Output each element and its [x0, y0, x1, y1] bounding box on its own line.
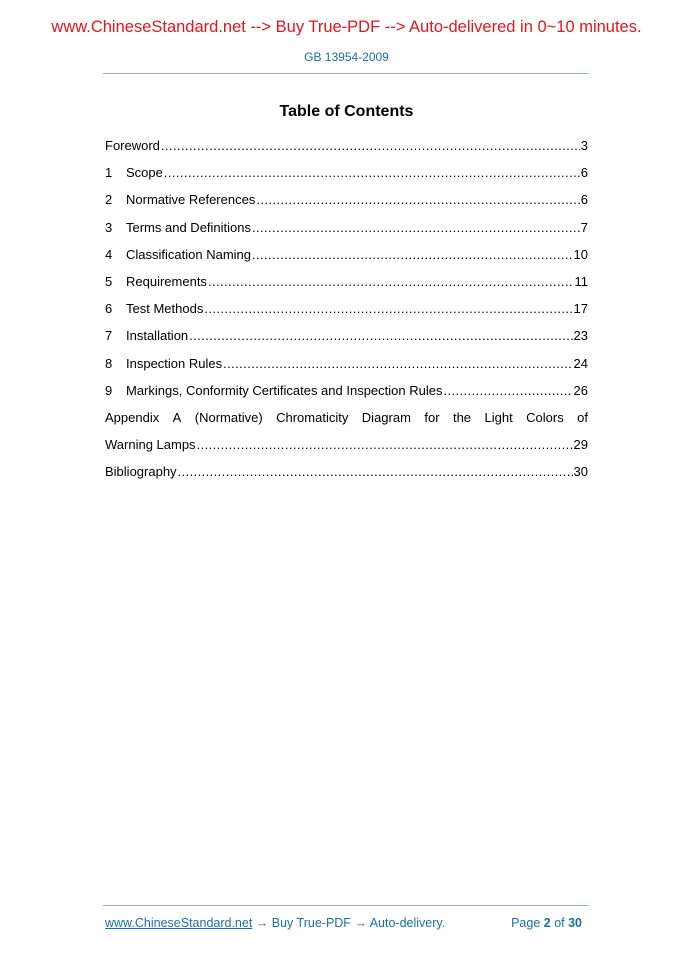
toc-leader-dots [189, 326, 572, 345]
toc-entry-page: 17 [573, 301, 588, 317]
toc-entry-page: 24 [573, 355, 588, 371]
toc-entry-page: 30 [573, 464, 588, 480]
toc-entry-number: 4 [105, 246, 113, 262]
toc-appendix-word: of [577, 409, 588, 425]
toc-appendix-word: Chromaticity [276, 409, 349, 425]
toc-entry-appendix-a[interactable] [105, 408, 588, 435]
page-of: of [550, 916, 569, 930]
promo-banner[interactable]: www.ChineseStandard.net --> Buy True-PDF --> Auto-delivered in 0~10 minutes. [51, 18, 642, 36]
toc-entry-label: Foreword [105, 138, 160, 153]
toc-entry-label: Normative References [126, 192, 256, 208]
toc-entry-number: 8 [105, 355, 113, 371]
toc-leader-dots [252, 245, 573, 264]
toc-entry-bibliography[interactable] [105, 462, 588, 489]
toc-entry-classification-naming[interactable] [105, 245, 588, 272]
toc-appendix-word: the [452, 409, 472, 425]
toc-leader-dots [208, 272, 574, 291]
standard-code-header: GB 13954-2009 [304, 50, 389, 64]
toc-title: Table of Contents [279, 103, 414, 120]
toc-appendix-word: A [172, 409, 182, 425]
header-divider [103, 73, 589, 74]
toc-entry-page: 26 [573, 382, 588, 398]
toc-entry-number: 7 [105, 328, 113, 344]
toc-leader-dots [443, 381, 572, 400]
toc-appendix-word: for [424, 409, 440, 425]
toc-entry-page: 23 [573, 328, 588, 344]
toc-appendix-word: Appendix [105, 409, 160, 425]
toc-entry-label: Warning Lamps [105, 437, 196, 453]
toc-entry-label: Terms and Definitions [126, 219, 251, 235]
toc-entry-label: Bibliography [105, 464, 177, 480]
toc-entry-number: 1 [105, 165, 113, 181]
toc-entry-inspection-rules[interactable] [105, 354, 588, 381]
toc-entry-label: Installation [126, 328, 189, 344]
toc-leader-dots [256, 190, 579, 209]
page-footer [105, 916, 588, 930]
toc-entry-label: Inspection Rules [126, 355, 223, 371]
page-current: 2 [543, 916, 551, 930]
toc-entry-page: 6 [580, 165, 588, 181]
table-of-contents [105, 136, 588, 489]
toc-entry-terms-and-definitions[interactable] [105, 218, 588, 245]
footer-site-link[interactable]: www.ChineseStandard.net [105, 916, 253, 930]
toc-leader-dots [204, 299, 572, 318]
toc-entry-normative-references[interactable] [105, 190, 588, 217]
toc-appendix-word: Colors [526, 409, 564, 425]
toc-entry-test-methods[interactable] [105, 299, 588, 326]
toc-leader-dots [161, 136, 580, 155]
toc-entry-page: 7 [580, 219, 588, 235]
toc-entry-page: 3 [580, 138, 588, 153]
toc-entry-label: Classification Naming [126, 246, 251, 262]
toc-entry-page: 10 [573, 246, 588, 262]
toc-entry-label: Test Methods [126, 301, 204, 317]
toc-appendix-word: Light [484, 409, 513, 425]
footer-promo-text: → Buy True-PDF → Auto-delivery. [252, 916, 446, 930]
toc-entry-number: 9 [105, 382, 113, 398]
toc-leader-dots [178, 462, 573, 481]
toc-entry-page: 11 [574, 273, 588, 289]
toc-entry-foreword[interactable] [105, 136, 588, 163]
toc-leader-dots [197, 435, 573, 454]
toc-entry-requirements[interactable] [105, 272, 588, 299]
toc-entry-scope[interactable] [105, 163, 588, 190]
toc-entry-appendix-a-continued[interactable] [105, 435, 588, 462]
page-total: 30 [568, 916, 582, 930]
toc-appendix-word: Diagram [361, 409, 411, 425]
toc-entry-number: 6 [105, 301, 113, 317]
toc-leader-dots [164, 163, 580, 182]
toc-entry-page: 6 [580, 192, 588, 208]
toc-entry-label: Markings, Conformity Certificates and Inspection Rules [126, 382, 443, 398]
toc-entry-installation[interactable] [105, 326, 588, 353]
toc-leader-dots [252, 218, 580, 237]
toc-entry-number: 3 [105, 219, 113, 235]
toc-entry-label: Requirements [126, 273, 207, 289]
toc-leader-dots [223, 354, 572, 373]
toc-appendix-word: (Normative) [194, 409, 263, 425]
toc-entry-page: 29 [573, 437, 588, 453]
footer-divider [103, 905, 589, 906]
toc-entry-number: 5 [105, 273, 113, 289]
page-indicator [511, 916, 582, 930]
toc-entry-number: 2 [105, 192, 113, 208]
page-prefix: Page [511, 916, 544, 930]
toc-entry-label: Scope [126, 165, 163, 181]
toc-entry-markings[interactable] [105, 381, 588, 408]
